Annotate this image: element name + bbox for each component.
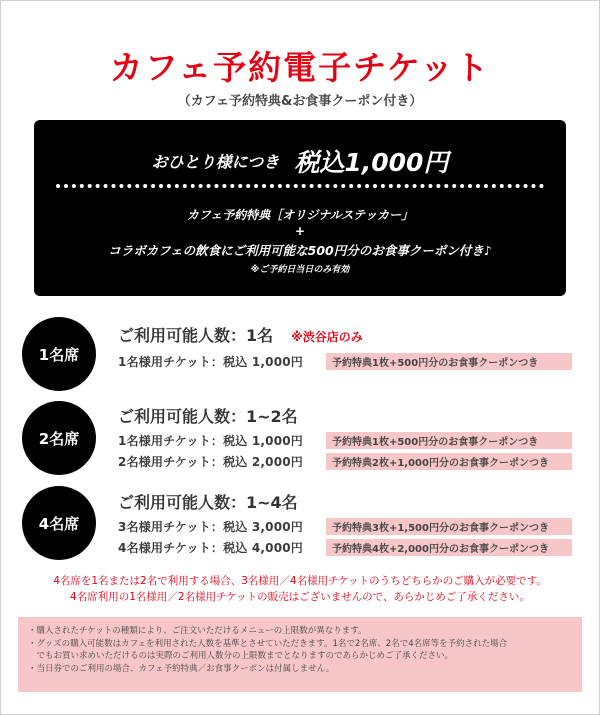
seat-circle-2: 2名席 bbox=[22, 401, 96, 475]
price-line bbox=[34, 143, 566, 179]
footer-note: でもお買い求めいただけるのは実際のご利用人数分の上限数までとなりますのであらかじめご了承ください。 bbox=[28, 651, 454, 661]
ticket-label: 2名様用チケット：税込 2,000円 bbox=[118, 454, 304, 469]
ticket-perk: 予約特典3枚+1,500円分のお食事クーポンつき bbox=[326, 518, 572, 535]
benefit-note: ※ご予約日当日のみ有効 bbox=[250, 265, 350, 275]
price-box bbox=[34, 120, 566, 296]
shibuya-only-note: ※渋谷店のみ bbox=[291, 330, 363, 344]
page-title: カフェ予約電子チケット bbox=[109, 48, 491, 87]
ticket-row bbox=[118, 431, 572, 449]
ticket-label: 1名様用チケット：税込 1,000円 bbox=[118, 433, 304, 448]
footer-notes bbox=[18, 617, 582, 692]
section-heading-4: ご利用可能人数：1~4名 bbox=[118, 493, 298, 512]
ticket-label: 1名様用チケット：税込 1,000円 bbox=[118, 354, 304, 369]
benefit-coupon: コラボカフェの飲食にご利用可能な500円分のお食事クーポン付き♪ bbox=[108, 243, 492, 258]
ticket-perk: 予約特典1枚+500円分のお食事クーポンつき bbox=[326, 353, 572, 370]
dotted-divider bbox=[56, 184, 544, 188]
seat-circle-1: 1名席 bbox=[22, 317, 96, 391]
section-heading-1 bbox=[118, 323, 363, 346]
footer-note: ・購入されたチケットの種類により、ご注文いただけるメニューの上限数が異なります。 bbox=[28, 626, 367, 636]
red-note-1: 4名席を1名または2名で利用する場合、3名様用／4名様用チケットのうちどちらかのご購入が必要です。 bbox=[53, 575, 547, 587]
footer-note: ・グッズの購入可能数はカフェを利用された人数を基準とさせていただきます。1名で2名席、2名で4名席等を予約された場合 bbox=[28, 638, 508, 649]
benefit-plus: + bbox=[294, 224, 306, 238]
page-subtitle: （カフェ予約特典&お食事クーポン付き） bbox=[177, 94, 423, 109]
price-prefix: おひとり様につき bbox=[151, 152, 280, 172]
benefit-sticker: カフェ予約特典［オリジナルステッカー」 bbox=[186, 208, 414, 222]
ticket-label: 4名様用チケット：税込 4,000円 bbox=[118, 540, 304, 555]
ticket-row bbox=[118, 538, 572, 556]
price-amount: 税込1,000円 bbox=[294, 148, 449, 177]
red-note-2: 4名席利用の1名様用／2名様用チケットの販売はございませんので、あらかじめご了承ください。 bbox=[70, 591, 530, 603]
ticket-row bbox=[118, 452, 572, 470]
footer-note: ・当日券でのご利用の場合、カフェ予約特典／お食事クーポンは付属しません。 bbox=[28, 663, 335, 674]
ticket-perk: 予約特典2枚+1,000円分のお食事クーポンつき bbox=[326, 453, 572, 470]
ticket-perk: 予約特典4枚+2,000円分のお食事クーポンつき bbox=[326, 539, 572, 556]
ticket-row bbox=[118, 352, 572, 370]
seat-circle-4: 4名席 bbox=[22, 486, 96, 560]
section-heading-2: ご利用可能人数：1~2名 bbox=[118, 407, 298, 426]
section-heading-text: ご利用可能人数：1名 bbox=[118, 326, 274, 345]
ticket-label: 3名様用チケット：税込 3,000円 bbox=[118, 519, 304, 534]
ticket-row bbox=[118, 517, 572, 535]
ticket-perk: 予約特典1枚+500円分のお食事クーポンつき bbox=[326, 432, 572, 449]
